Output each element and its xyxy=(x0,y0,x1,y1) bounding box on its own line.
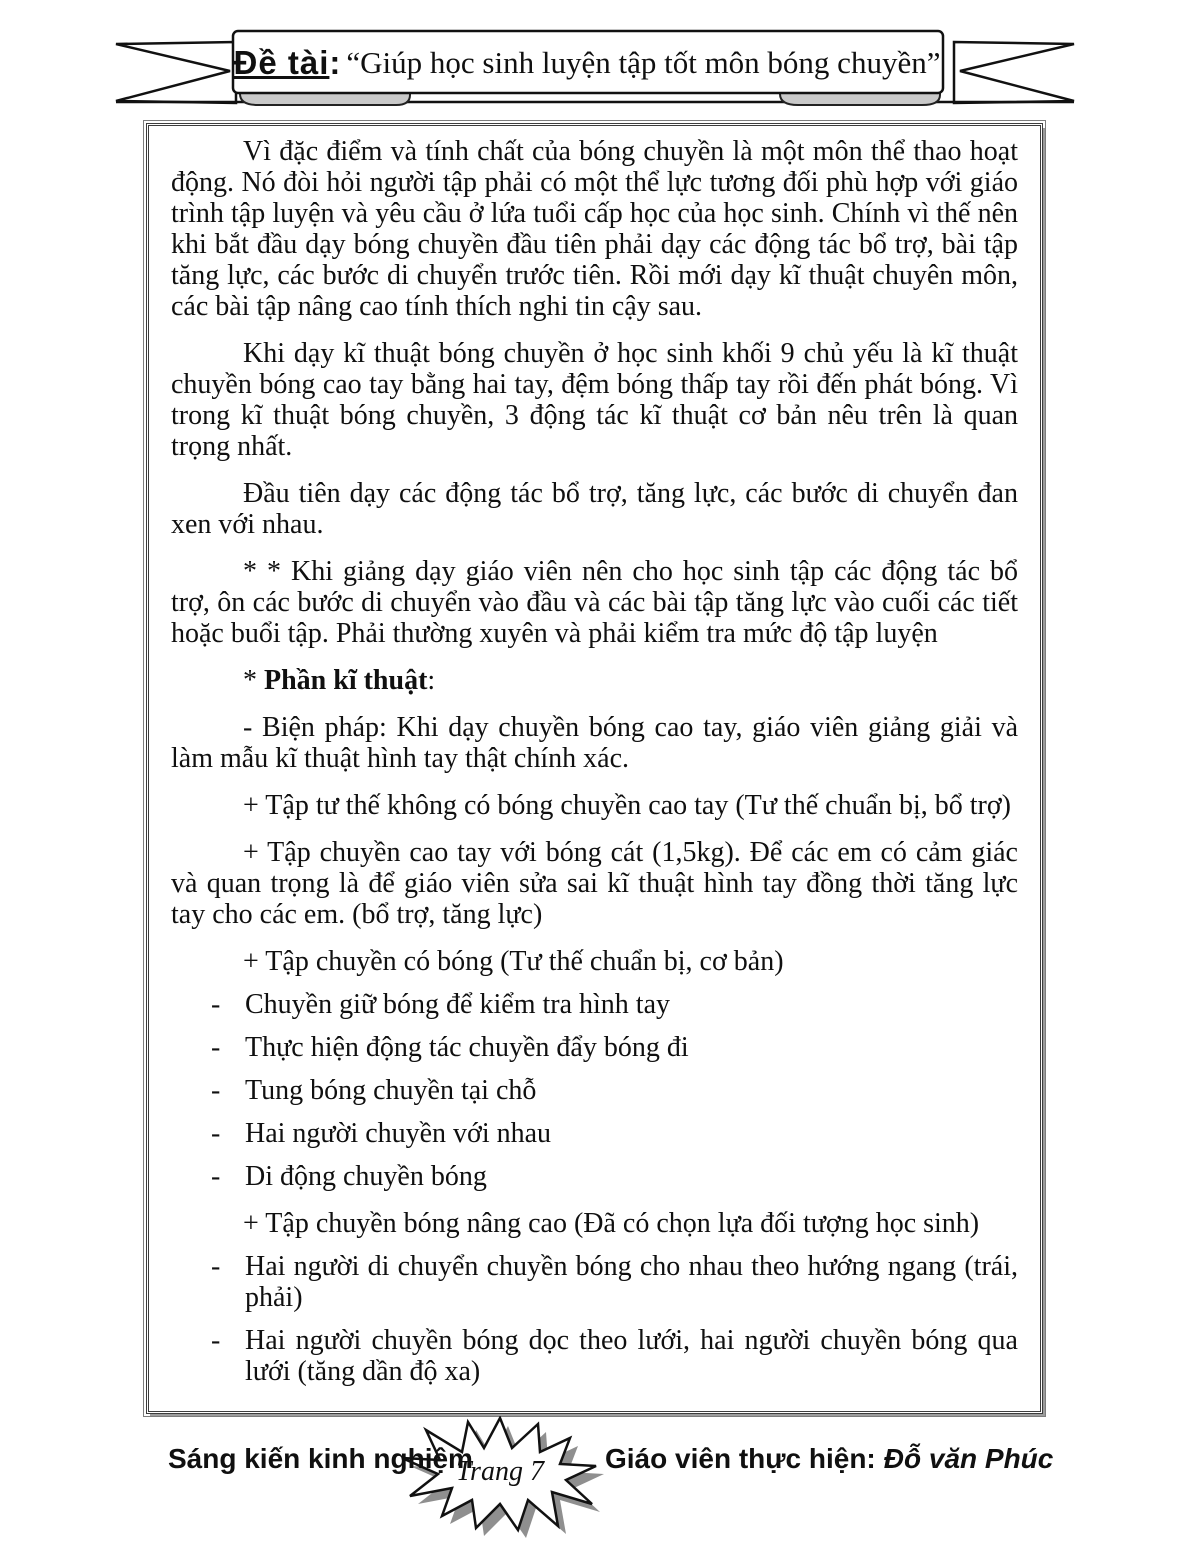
paragraph: + Tập tư thế không có bóng chuyền cao tay (Tư thế chuẩn bị, bổ trợ) xyxy=(243,790,1012,821)
dash-marker: - xyxy=(211,1075,221,1106)
dash-list-item xyxy=(171,1325,1018,1387)
paragraph: Đầu tiên dạy các động tác bổ trợ, tăng lực, các bước di chuyển đan xen với nhau. xyxy=(171,478,1018,540)
document-title xyxy=(232,33,942,93)
title-text: “Giúp học sinh luyện tập tốt môn bóng chuyền” xyxy=(346,45,941,80)
document-text xyxy=(171,136,1018,1387)
dash-marker: - xyxy=(211,1251,221,1282)
dash-item-text: Hai người di chuyển chuyền bóng cho nhau theo hướng ngang (trái, phải) xyxy=(245,1251,1018,1313)
heading-prefix: * xyxy=(243,665,264,696)
paragraph: + Tập chuyền bóng nâng cao (Đã có chọn lựa đối tượng học sinh) xyxy=(243,1208,980,1239)
heading-suffix: : xyxy=(427,665,436,696)
paragraph: Vì đặc điểm và tính chất của bóng chuyền là một môn thể thao hoạt động. Nó đòi hỏi người tập phải có một thể lực tương đối phù hợp với giáo trình tập luyện và yêu cầu ở lứa tuổi cấp học của học sinh. Chính vì thế nên khi bắt đầu dạy bóng chuyền đầu tiên phải dạy các động tác bổ trợ, bài tập tăng lực, các bước di chuyển trước tiên. Rồi mới dạy kĩ thuật chuyên môn, các bài tập nâng cao tính thích nghi tin cậy sau. xyxy=(171,136,1018,322)
ribbon-right-tail xyxy=(954,42,1074,103)
paragraph: + Tập chuyền cao tay với bóng cát (1,5kg). Để các em có cảm giác và quan trọng là để giáo viên sửa sai kĩ thuật hình tay đồng thời tăng lực tay cho các em. (bổ trợ, tăng lực) xyxy=(171,837,1018,930)
title-ribbon xyxy=(100,26,1090,116)
dash-marker: - xyxy=(211,1325,221,1356)
dash-list-item xyxy=(171,1032,1018,1063)
ribbon-left-tail xyxy=(116,42,236,103)
dash-list-item xyxy=(171,1075,1018,1106)
dash-marker: - xyxy=(211,1118,221,1149)
dash-marker: - xyxy=(211,989,221,1020)
title-separator: : xyxy=(329,44,341,81)
dash-marker: - xyxy=(211,1032,221,1063)
paragraph: * * Khi giảng dạy giáo viên nên cho học sinh tập các động tác bổ trợ, ôn các bước di chuyển vào đầu và các bài tập tăng lực vào cuối các tiết hoặc buổi tập. Phải thường xuyên và phải kiểm tra mức độ tập luyện xyxy=(171,556,1018,649)
author-label: Giáo viên thực hiện: xyxy=(605,1443,876,1474)
section-heading xyxy=(171,665,1018,696)
dash-list-item xyxy=(171,1161,1018,1192)
document-body-box xyxy=(146,123,1043,1414)
dash-marker: - xyxy=(211,1161,221,1192)
heading-bold-text: Phần kĩ thuật xyxy=(264,665,428,696)
dash-item-text: Thực hiện động tác chuyền đẩy bóng đi xyxy=(245,1032,689,1063)
dash-item-text: Di động chuyền bóng xyxy=(245,1161,487,1192)
page-number: Trang 7 xyxy=(456,1456,544,1487)
dash-list-item xyxy=(171,989,1018,1020)
dash-list-item xyxy=(171,1118,1018,1149)
title-label: Đề tài xyxy=(233,44,330,81)
dash-list-item xyxy=(171,1251,1018,1313)
dash-item-text: Chuyền giữ bóng để kiểm tra hình tay xyxy=(245,989,670,1020)
dash-item-text: Hai người chuyền với nhau xyxy=(245,1118,552,1149)
paragraph: Khi dạy kĩ thuật bóng chuyền ở học sinh khối 9 chủ yếu là kĩ thuật chuyền bóng cao tay bằng hai tay, đệm bóng thấp tay rồi đến phát bóng. Vì trong kĩ thuật bóng chuyền, 3 động tác kĩ thuật cơ bản nêu trên là quan trọng nhất. xyxy=(171,338,1018,462)
dash-item-text: Hai người chuyền bóng dọc theo lưới, hai người chuyền bóng qua lưới (tăng dần độ xa) xyxy=(245,1325,1018,1387)
dash-item-text: Tung bóng chuyền tại chỗ xyxy=(245,1075,537,1106)
author-name: Đỗ văn Phúc xyxy=(883,1443,1054,1474)
paragraph: + Tập chuyền có bóng (Tư thế chuẩn bị, cơ bản) xyxy=(243,946,784,977)
footer-right-text xyxy=(605,1443,1053,1475)
footer-left-text: Sáng kiến kinh nghiệm xyxy=(168,1443,473,1474)
paragraph: - Biện pháp: Khi dạy chuyền bóng cao tay, giáo viên giảng giải và làm mẫu kĩ thuật hình tay thật chính xác. xyxy=(171,712,1018,774)
